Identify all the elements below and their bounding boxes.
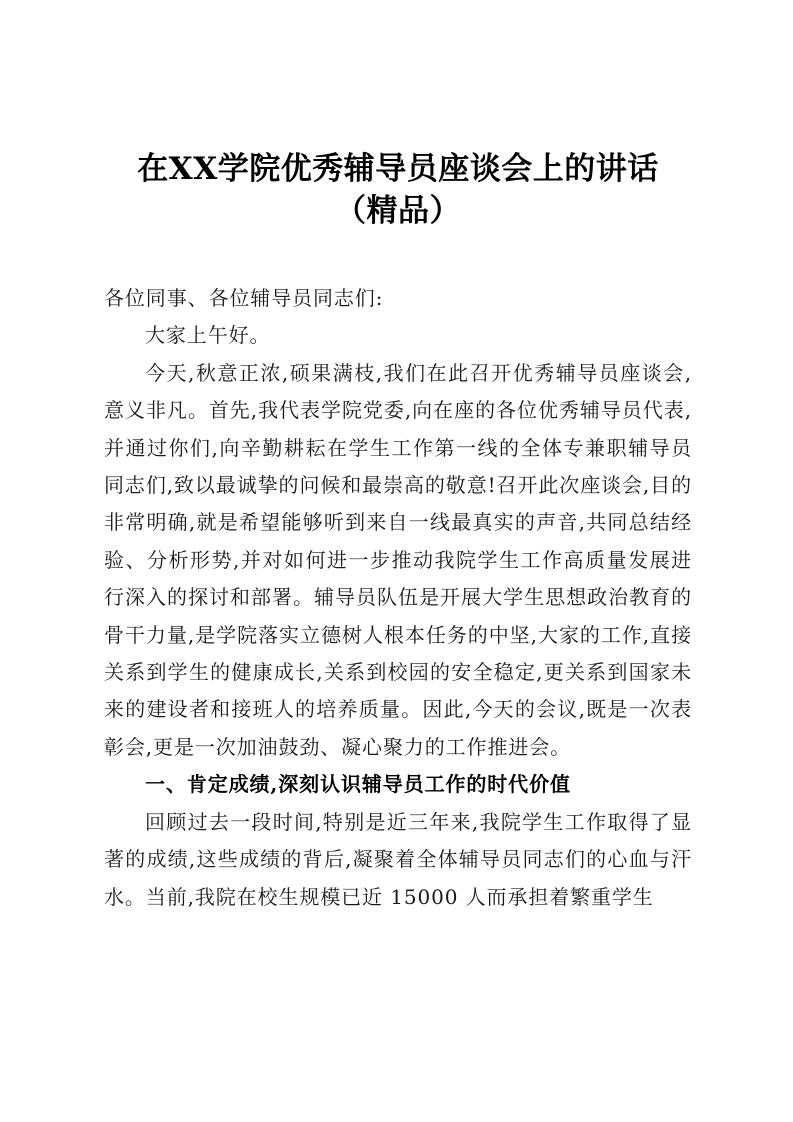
greeting-line: 大家上午好。 (145, 323, 271, 348)
page-title-line-1: 在XX学院优秀辅导员座谈会上的讲话 (137, 151, 659, 187)
salutation-line: 各位同事、各位辅导员同志们: (104, 286, 384, 310)
document-body (104, 148, 692, 916)
opening-paragraph: 今天,秋意正浓,硕果满枝,我们在此召开优秀辅导员座谈会,意义非凡。首先,我代表学院党委,向在座的各位优秀辅导员代表,并通过你们,向辛勤耕耘在学生工作第一线的全体专兼职辅导员同志们,致以最诚挚的问候和最崇高的敬意!召开此次座谈会,目的非常明确,就是希望能够听到来自一线最真实的声音,共同总结经验、分析形势,并对如何进一步推动我院学生工作高质量发展进行深入的探讨和部署。辅导员队伍是开展大学生思想政治教育的骨干力量,是学院落实立德树人根本任务的中坚,大家的工作,直接关系到学生的健康成长,关系到校园的安全稳定,更关系到国家未来的建设者和接班人的培养质量。因此,今天的会议,既是一次表彰会,更是一次加油鼓劲、凝心聚力的工作推进会。 (104, 360, 692, 759)
page-title-line-2: （精品） (335, 193, 461, 229)
section-heading-1: 一、肯定成绩,深刻认识辅导员工作的时代价值 (145, 772, 571, 797)
page-title (104, 148, 692, 232)
title-spacer (104, 232, 692, 280)
section-1-paragraph-1: 回顾过去一段时间,特别是近三年来,我院学生工作取得了显著的成绩,这些成绩的背后,凝聚着全体辅导员同志们的心血与汗水。当前,我院在校生规模已近 15000 人而承担着繁重学生 (104, 809, 692, 909)
